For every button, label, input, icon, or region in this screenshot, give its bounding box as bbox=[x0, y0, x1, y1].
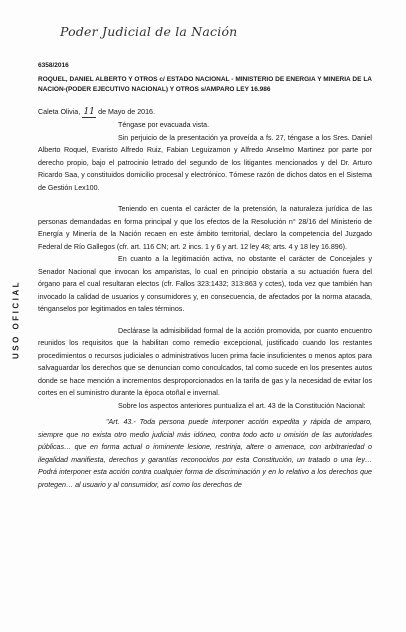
constitution-quote: "Art. 43.- Toda persona puede interponer acción expedita y rápida de amparo, siempre que no exista otro medio judicial más idóneo, contra todo acto u omisión de las autoridades públicas… que en forma actual o inminente lesione, restrinja, altere o amenace, con arbitrariedad o ilegalidad manifiesta, derechos y garantías reconocidos por esta Constitución, un tratado o una ley… Podrá interponer esta acción contra cualquier forma de discriminación y en lo relativo a los derechos que protegen… al usuario y al consumidor, así como los derechos de bbox=[38, 418, 372, 489]
paragraph-4: En cuanto a la legitimación activa, no obstante el carácter de Concejales y Senador Nacional que invocan los amparistas, lo cual en principio obstaría a su actuación fuera del órgano para el cual resultaran electos (cfr. Fallos 323:1432; 313:863 y cctes), toda vez que también han invocado la calidad de usuarios y consumidores y, en consecuencia, de afectados por la norma atacada, ténganselos por legitimados en tales términos. bbox=[38, 255, 372, 313]
handwritten-day: 11 bbox=[83, 106, 95, 117]
letterhead: Poder Judicial de la Nación bbox=[60, 24, 238, 39]
paragraph-1: Téngase por evacuada vista. bbox=[118, 121, 210, 129]
paragraph-3: Teniendo en cuenta el carácter de la pretensión, la naturaleza jurídica de las personas demandadas en forma principal y que los efectos de la Resolución n° 28/16 del Ministerio de Energía y Minería de la Nación recaen en este ámbito territorial, declaro la competencia del Juzgado Federal de Río Gallegos (cfr. art. 116 CN; art. 2 incs. 1 y 6 y art. 12 ley 48; arts. 4 y 18 ley 16.896). bbox=[38, 205, 372, 251]
paragraph-5: Declárase la admisibilidad formal de la acción promovida, por cuanto encuentro reunidos los requisitos que la habilitan como remedio excepcional, justificado cuando los restantes procedimientos o recursos judiciales o administrativos lucen prima facie insuficientes o menos aptos para salvaguardar los derechos que se denuncian como conculcados, tal como sucede en los presentes autos donde se hace mención a incrementos desproporcionados en la tarifa de gas y la necesidad de evitar los cortes en el suministro durante la época otoñal e invernal. bbox=[38, 326, 372, 397]
document-body bbox=[38, 60, 372, 491]
paragraph-2: Sin perjuicio de la presentación ya proveída a fs. 27, téngase a los Sres. Daniel Alberto Roquel, Evaristo Alfredo Ruiz, Fabian Leguizamon y Alfredo Anselmo Martinez por parte por derecho propio, bajo el patrocinio letrado del segundo de los litigantes mencionados y del Dr. Arturo Ricardo Saa, y constituidos domicilio procesal y electrónico. Tómese razón de dichos datos en el Sistema de Gestión Lex100. bbox=[38, 133, 372, 192]
official-use-stamp bbox=[6, 280, 26, 370]
official-use-label: USO OFICIAL bbox=[11, 279, 21, 360]
case-number: 6358/2016 bbox=[38, 62, 69, 69]
date-suffix: de Mayo de 2016. bbox=[98, 107, 155, 116]
case-caption: ROQUEL, DANIEL ALBERTO Y OTROS c/ ESTADO NACIONAL - MINISTERIO DE ENERGIA Y MINERIA DE LA NACION-(PODER EJECUTIVO NACIONAL) Y OTROS s/AMPARO LEY 16.986 bbox=[38, 75, 372, 93]
date-prefix: Caleta Olivia, bbox=[38, 107, 81, 116]
paragraph-6: Sobre los aspectos anteriores puntualiza el art. 43 de la Constitución Nacional: bbox=[118, 401, 366, 410]
date-line bbox=[38, 106, 372, 119]
